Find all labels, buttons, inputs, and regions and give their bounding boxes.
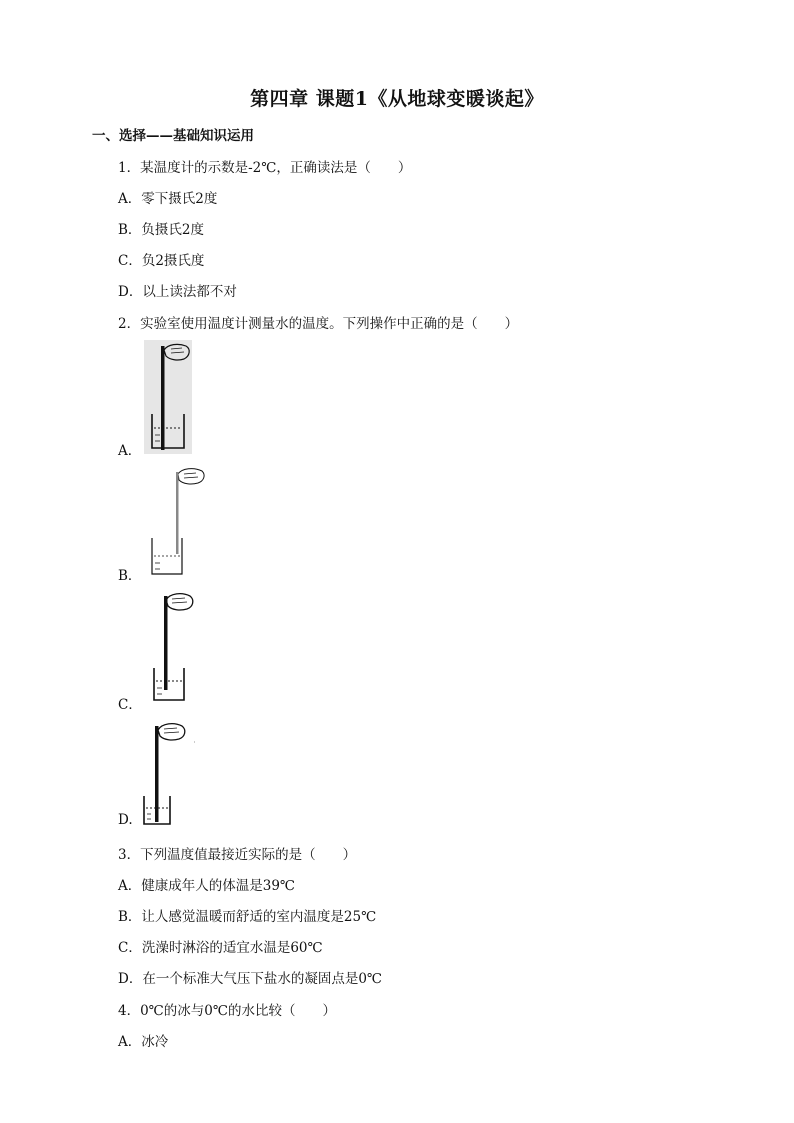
question-3-option-a[interactable]: A．健康成年人的体温是39℃ [118,878,296,894]
figure-option-b-thermometer [148,466,208,578]
question-4-stem: 4．0℃的冰与0℃的水比较（ ） [118,1003,336,1019]
question-1-stem: 1．某温度计的示数是-2℃，正确读法是（ ） [118,160,412,176]
question-1-option-a[interactable]: A．零下摄氏2度 [118,191,218,207]
question-2-option-d[interactable]: D. [118,812,133,828]
figure-option-c-thermometer [150,590,198,704]
question-3-option-b[interactable]: B．让人感觉温暖而舒适的室内温度是25℃ [118,909,377,925]
question-1-option-c[interactable]: C．负2摄氏度 [118,253,205,269]
page-title: 第四章 课题1《从地球变暖谈起》 [250,88,544,110]
question-2-option-b[interactable]: B． [118,568,142,584]
figure-option-d-thermometer [140,720,198,828]
question-1-option-d[interactable]: D．以上读法都不对 [118,284,237,300]
section-heading: 一、选择——基础知识运用 [92,128,254,144]
question-3-stem: 3．下列温度值最接近实际的是（ ） [118,847,357,863]
figure-option-a-thermometer [144,340,192,454]
question-4-option-a[interactable]: A．冰冷 [118,1034,169,1050]
question-2-option-a[interactable]: A． [118,443,142,459]
question-1-option-b[interactable]: B．负摄氏2度 [118,222,205,238]
question-2-option-c[interactable]: C． [118,697,142,713]
question-2-stem: 2．实验室使用温度计测量水的温度。下列操作中正确的是（ ） [118,316,519,332]
question-3-option-c[interactable]: C．洗澡时淋浴的适宜水温是60℃ [118,940,323,956]
question-3-option-d[interactable]: D．在一个标准大气压下盐水的凝固点是0℃ [118,971,383,987]
